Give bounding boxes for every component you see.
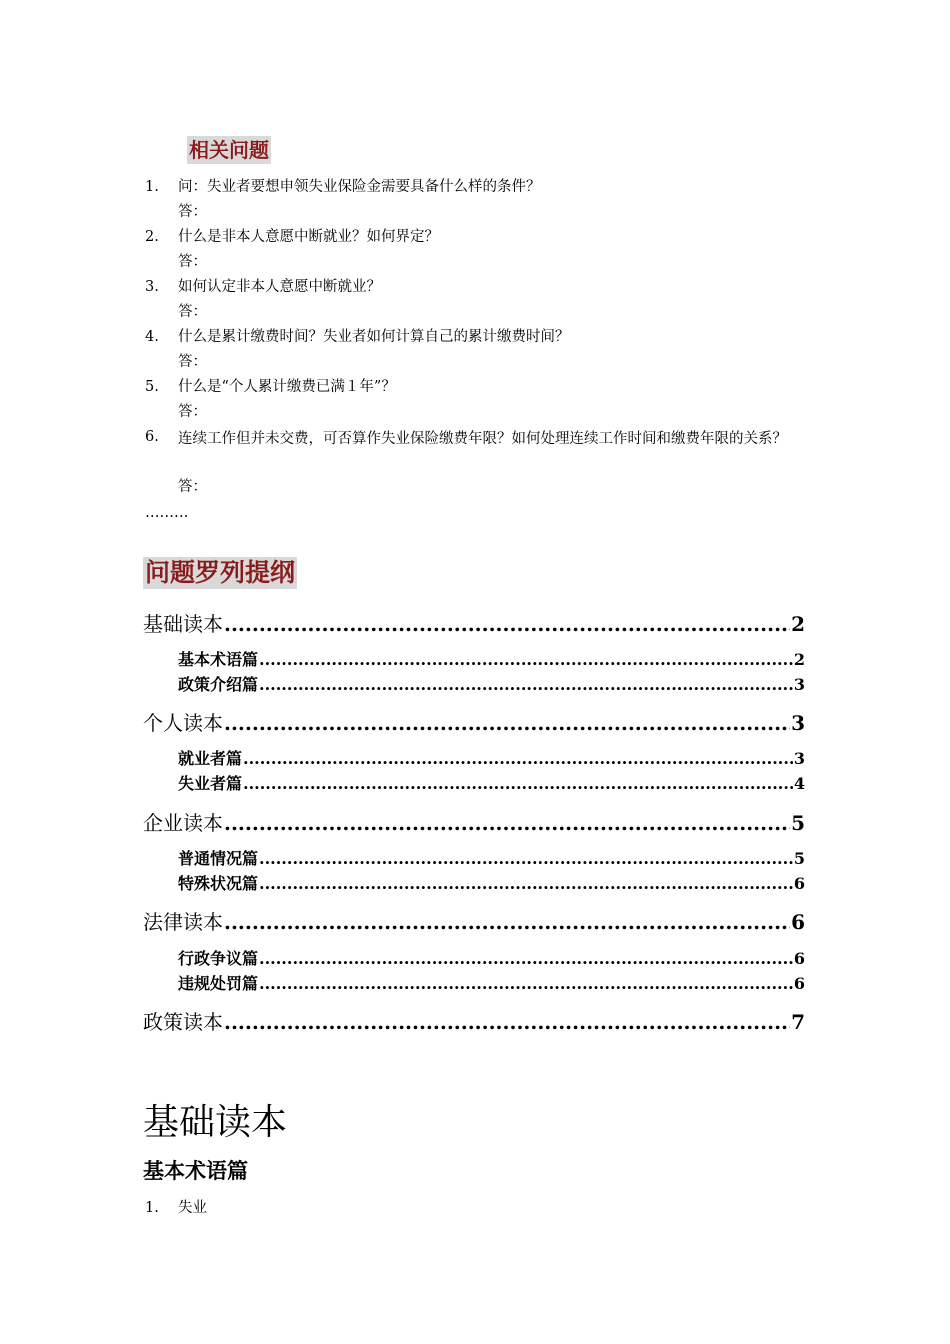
toc-subentry[interactable] bbox=[178, 674, 805, 696]
question-number: 2. bbox=[145, 229, 159, 245]
toc-leader bbox=[259, 873, 793, 895]
answer-label: 答： bbox=[178, 404, 207, 420]
question-text: 什么是非本人意愿中断就业？如何界定？ bbox=[178, 229, 439, 245]
toc-leader bbox=[224, 709, 790, 737]
toc-page-number: 6 bbox=[793, 974, 805, 993]
toc-subentry-title: 行政争议篇 bbox=[178, 949, 259, 968]
outline-heading: 问题罗列提纲 bbox=[145, 558, 296, 587]
toc-page-number: 5 bbox=[793, 849, 805, 868]
toc-entry-title: 政策读本 bbox=[143, 1010, 223, 1034]
toc-entry[interactable] bbox=[143, 809, 805, 837]
question-number: 1. bbox=[145, 179, 159, 195]
toc-page-number: 6 bbox=[793, 949, 805, 968]
toc-page-number: 6 bbox=[791, 910, 805, 934]
toc-subentry[interactable] bbox=[178, 873, 805, 895]
toc-page-number: 3 bbox=[793, 749, 805, 768]
toc-leader bbox=[259, 848, 793, 870]
toc-entry-title: 基础读本 bbox=[143, 612, 223, 636]
toc-entry[interactable] bbox=[143, 709, 805, 737]
subsection-title: 基本术语篇 bbox=[143, 1158, 248, 1183]
toc-subentry[interactable] bbox=[178, 649, 805, 671]
toc-subentry-title: 基本术语篇 bbox=[178, 650, 259, 669]
toc-page-number: 2 bbox=[793, 650, 805, 669]
toc-subentry[interactable] bbox=[178, 773, 805, 795]
question-number: 5. bbox=[145, 379, 159, 395]
toc-entry[interactable] bbox=[143, 610, 805, 638]
question-text: 连续工作但并未交费，可否算作失业保险缴费年限？如何处理连续工作时间和缴费年限的关系？ bbox=[178, 431, 787, 447]
toc-entry[interactable] bbox=[143, 1008, 805, 1036]
list-item-text: 失业 bbox=[178, 1200, 207, 1216]
toc-page-number: 6 bbox=[793, 874, 805, 893]
toc-leader bbox=[259, 649, 793, 671]
toc-entry[interactable] bbox=[143, 908, 805, 936]
toc-subentry[interactable] bbox=[178, 748, 805, 770]
question-text: 如何认定非本人意愿中断就业？ bbox=[178, 279, 381, 295]
answer-label: 答： bbox=[178, 254, 207, 270]
toc-subentry-title: 特殊状况篇 bbox=[178, 874, 259, 893]
toc-page-number: 3 bbox=[791, 711, 805, 735]
toc-leader bbox=[259, 948, 793, 970]
toc-page-number: 5 bbox=[791, 811, 805, 835]
question-number: 6. bbox=[145, 429, 159, 445]
section-title: 基础读本 bbox=[143, 1102, 288, 1143]
toc-entry-title: 企业读本 bbox=[143, 811, 223, 835]
toc-entry-title: 个人读本 bbox=[143, 711, 223, 735]
toc-leader bbox=[224, 908, 790, 936]
toc-subentry-title: 失业者篇 bbox=[178, 774, 243, 793]
toc-subentry-title: 政策介绍篇 bbox=[178, 675, 259, 694]
question-number: 4. bbox=[145, 329, 159, 345]
answer-label: 答： bbox=[178, 354, 207, 370]
toc-subentry-title: 违规处罚篇 bbox=[178, 974, 259, 993]
toc-entry-title: 法律读本 bbox=[143, 910, 223, 934]
answer-label: 答： bbox=[178, 304, 207, 320]
answer-label: 答： bbox=[178, 479, 207, 495]
answer-label: 答： bbox=[178, 204, 207, 220]
toc-leader bbox=[243, 773, 793, 795]
toc-subentry[interactable] bbox=[178, 848, 805, 870]
toc-leader bbox=[243, 748, 793, 770]
toc-page-number: 4 bbox=[793, 774, 805, 793]
toc-page-number: 3 bbox=[793, 675, 805, 694]
question-text: 问：失业者要想申领失业保险金需要具备什么样的条件？ bbox=[178, 179, 541, 195]
toc-subentry[interactable] bbox=[178, 973, 805, 995]
question-text: 什么是“个人累计缴费已满１年”？ bbox=[178, 379, 396, 395]
list-item-number: 1. bbox=[145, 1200, 159, 1216]
toc-page-number: 7 bbox=[791, 1010, 805, 1034]
toc-leader bbox=[224, 809, 790, 837]
toc-subentry-title: 就业者篇 bbox=[178, 749, 243, 768]
toc-subentry-title: 普通情况篇 bbox=[178, 849, 259, 868]
ellipsis: ……… bbox=[145, 505, 189, 521]
toc-leader bbox=[224, 1008, 790, 1036]
question-text: 什么是累计缴费时间？失业者如何计算自己的累计缴费时间？ bbox=[178, 329, 570, 345]
toc-page-number: 2 bbox=[791, 612, 805, 636]
related-questions-heading: 相关问题 bbox=[189, 138, 269, 162]
question-number: 3. bbox=[145, 279, 159, 295]
toc-leader bbox=[224, 610, 790, 638]
toc-leader bbox=[259, 973, 793, 995]
toc-leader bbox=[259, 674, 793, 696]
toc-subentry[interactable] bbox=[178, 948, 805, 970]
